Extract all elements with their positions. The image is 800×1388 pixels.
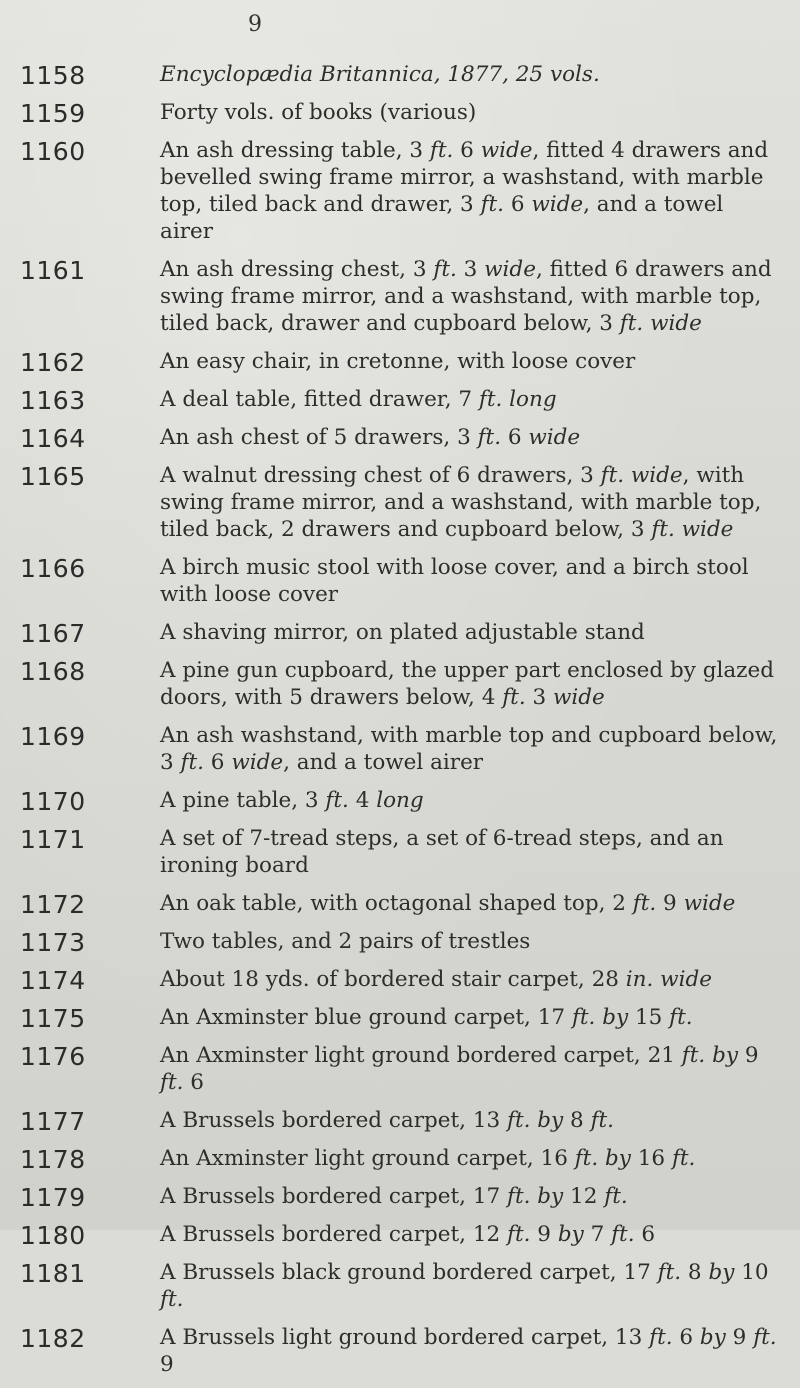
lot-entry <box>0 927 800 955</box>
lot-number: 1179 <box>20 1183 86 1212</box>
description-text: 6 <box>504 192 532 217</box>
lot-number: 1170 <box>20 787 86 816</box>
description-text: 4 <box>348 788 377 813</box>
description-text: ft. <box>590 1108 614 1133</box>
lot-number: 1177 <box>20 1107 86 1136</box>
description-text: An ash dressing table, 3 <box>160 138 430 163</box>
description-text: A shaving mirror, on plated adjustable stand <box>160 620 645 645</box>
lot-entry <box>0 553 800 608</box>
lot-description <box>160 98 780 126</box>
description-text: ft. wide <box>619 311 702 336</box>
lot-entry <box>0 1323 800 1378</box>
lot-number: 1172 <box>20 890 86 919</box>
lot-description <box>160 656 780 711</box>
lot-description <box>160 618 780 646</box>
lot-description <box>160 786 780 814</box>
description-text: , and a towel airer <box>160 192 724 244</box>
lot-entry <box>0 786 800 814</box>
description-text: An easy chair, in cretonne, with loose cover <box>160 349 636 374</box>
description-text: An Axminster light ground bordered carpet, 21 <box>160 1043 682 1068</box>
description-text: 3 <box>456 257 485 282</box>
description-text: A Brussels black ground bordered carpet, 17 <box>160 1260 658 1285</box>
lot-number: 1163 <box>20 386 86 415</box>
description-text: wide <box>528 425 581 450</box>
lot-number: 1159 <box>20 99 86 128</box>
description-text: ft. by <box>574 1146 631 1171</box>
lot-number: 1174 <box>20 966 86 995</box>
description-text: ft. <box>507 1222 531 1247</box>
lot-description <box>160 255 780 337</box>
lot-entry <box>0 347 800 375</box>
description-text: ft. <box>753 1325 777 1350</box>
description-text: ft. <box>657 1260 682 1285</box>
lot-number: 1176 <box>20 1042 86 1071</box>
description-text: ft. <box>160 1070 184 1095</box>
description-text: ft. <box>325 788 349 813</box>
lot-entry <box>0 824 800 879</box>
lot-entry <box>0 385 800 413</box>
lot-entry <box>0 1144 800 1172</box>
description-text: ft. <box>477 425 502 450</box>
description-text: A Brussels bordered carpet, 17 <box>160 1184 508 1209</box>
lot-description <box>160 1182 780 1210</box>
lot-number: 1160 <box>20 137 86 166</box>
lot-description <box>160 423 780 451</box>
description-text: wide <box>484 257 536 282</box>
description-text: An Axminster light ground carpet, 16 <box>160 1146 575 1171</box>
description-text: 3 <box>525 685 554 710</box>
description-text: 9 <box>737 1043 759 1068</box>
description-text: Forty vols. of books (various) <box>160 100 477 125</box>
page-number: 9 <box>248 12 262 37</box>
description-text: 6 <box>501 425 529 450</box>
description-text: wide <box>480 138 533 163</box>
lot-description <box>160 1220 780 1248</box>
description-text: ft. by <box>507 1108 564 1133</box>
description-text: by <box>557 1222 584 1247</box>
lot-number: 1182 <box>20 1324 86 1353</box>
lot-description <box>160 1323 780 1378</box>
description-text: 7 <box>583 1222 612 1247</box>
description-text: 9 <box>160 1352 174 1377</box>
lot-entry <box>0 1106 800 1134</box>
description-text: A pine table, 3 <box>160 788 326 813</box>
lot-number: 1166 <box>20 554 86 583</box>
description-text: by <box>708 1260 735 1285</box>
description-text: ft. <box>502 685 526 710</box>
description-text: Encyclopædia Britannica, 1877, 25 vols. <box>160 62 600 87</box>
description-text: ft. wide <box>600 463 683 488</box>
description-text: An Axminster blue ground carpet, 17 <box>160 1005 572 1030</box>
description-text: A set of 7-tread steps, a set of 6-tread steps, and an ironing board <box>160 826 724 878</box>
lot-entry <box>0 1041 800 1096</box>
description-text: 6 <box>183 1070 204 1095</box>
description-text: An ash washstand, with marble top and cupboard below, 3 <box>160 723 778 775</box>
lot-description <box>160 60 780 88</box>
lot-number: 1175 <box>20 1004 86 1033</box>
description-text: , fitted 4 drawers and bevelled swing frame mirror, a washstand, with marble top, tiled back and drawer, 3 <box>160 138 769 217</box>
lot-number: 1181 <box>20 1259 86 1288</box>
description-text: ft. <box>604 1184 628 1209</box>
description-text: ft. <box>160 1287 184 1312</box>
description-text: ft. <box>632 891 657 916</box>
lot-number: 1168 <box>20 657 86 686</box>
description-text: ft. by <box>681 1043 738 1068</box>
lot-entry <box>0 423 800 451</box>
lot-number: 1161 <box>20 256 86 285</box>
description-text: ft. <box>611 1222 635 1247</box>
description-text: An ash dressing chest, 3 <box>160 257 434 282</box>
description-text: A Brussels light ground bordered carpet, 13 <box>160 1325 650 1350</box>
lot-entry <box>0 1258 800 1313</box>
lot-entry <box>0 656 800 711</box>
lot-entry <box>0 1182 800 1210</box>
lot-description <box>160 927 780 955</box>
lot-description <box>160 1258 780 1313</box>
lot-description <box>160 461 780 543</box>
lot-description <box>160 1041 780 1096</box>
description-text: 6 <box>672 1325 700 1350</box>
lot-number: 1171 <box>20 825 86 854</box>
description-text: 9 <box>725 1325 754 1350</box>
lot-description <box>160 1106 780 1134</box>
lot-description <box>160 553 780 608</box>
description-text: wide <box>553 685 605 710</box>
lot-description <box>160 965 780 993</box>
description-text: , fitted 6 drawers and swing frame mirror, and a washstand, with marble top, tiled back, drawer and cupboard below, 3 <box>160 257 772 336</box>
lot-entry <box>0 721 800 776</box>
description-text: ft. <box>433 257 457 282</box>
lot-description <box>160 721 780 776</box>
description-text: 6 <box>453 138 481 163</box>
description-text: An ash chest of 5 drawers, 3 <box>160 425 478 450</box>
description-text: About 18 yds. of bordered stair carpet, 28 <box>160 967 626 992</box>
description-text: by <box>699 1325 726 1350</box>
description-text: A pine gun cupboard, the upper part enclosed by glazed doors, with 5 drawers below, 4 <box>160 658 774 710</box>
description-text: 8 <box>563 1108 591 1133</box>
description-text: 8 <box>681 1260 709 1285</box>
description-text: ft. <box>669 1005 693 1030</box>
lot-number: 1178 <box>20 1145 86 1174</box>
description-text: ft. by <box>507 1184 564 1209</box>
lot-entry <box>0 136 800 245</box>
lot-entry <box>0 618 800 646</box>
description-text: wide <box>683 891 736 916</box>
description-text: ft. <box>429 138 454 163</box>
description-text: 6 <box>203 750 232 775</box>
lot-number: 1169 <box>20 722 86 751</box>
lot-entry <box>0 98 800 126</box>
lot-description <box>160 1144 780 1172</box>
lot-entry <box>0 255 800 337</box>
lot-entry <box>0 461 800 543</box>
description-text: wide <box>531 192 584 217</box>
lot-description <box>160 385 780 413</box>
description-text: long <box>376 788 424 813</box>
description-text: wide <box>231 750 284 775</box>
lot-entry <box>0 889 800 917</box>
lot-number: 1180 <box>20 1221 86 1250</box>
lot-description <box>160 1003 780 1031</box>
description-text: 12 <box>563 1184 605 1209</box>
lot-number: 1158 <box>20 61 86 90</box>
lot-entry <box>0 60 800 88</box>
description-text: A walnut dressing chest of 6 drawers, 3 <box>160 463 601 488</box>
lot-number: 1165 <box>20 462 86 491</box>
description-text: ft. <box>649 1325 673 1350</box>
description-text: A Brussels bordered carpet, 12 <box>160 1222 508 1247</box>
lot-number: 1164 <box>20 424 86 453</box>
description-text: An oak table, with octagonal shaped top, 2 <box>160 891 633 916</box>
description-text: 15 <box>628 1005 670 1030</box>
description-text: A deal table, fitted drawer, 7 <box>160 387 479 412</box>
lot-description <box>160 136 780 245</box>
lot-description <box>160 824 780 879</box>
description-text: ft. <box>480 192 504 217</box>
description-text: ft. by <box>571 1005 629 1030</box>
description-text: , and a towel airer <box>283 750 484 775</box>
description-text: ft. long <box>478 387 557 412</box>
description-text: 9 <box>530 1222 558 1247</box>
description-text: 10 <box>734 1260 769 1285</box>
description-text: A birch music stool with loose cover, and a birch stool with loose cover <box>160 555 749 607</box>
description-text: A Brussels bordered carpet, 13 <box>160 1108 508 1133</box>
description-text: ft. <box>671 1146 696 1171</box>
lot-number: 1173 <box>20 928 86 957</box>
lot-description <box>160 889 780 917</box>
description-text: in. wide <box>625 967 712 992</box>
lot-entry <box>0 1220 800 1248</box>
lot-number: 1162 <box>20 348 86 377</box>
description-text: 16 <box>630 1146 672 1171</box>
description-text: 9 <box>656 891 684 916</box>
lot-entry <box>0 965 800 993</box>
lot-description <box>160 347 780 375</box>
description-text: ft. wide <box>651 517 734 542</box>
lot-list <box>0 60 800 1388</box>
description-text: 6 <box>634 1222 656 1247</box>
description-text: ft. <box>180 750 204 775</box>
description-text: Two tables, and 2 pairs of trestles <box>160 929 531 954</box>
lot-number: 1167 <box>20 619 86 648</box>
description-text: , with swing frame mirror, and a washstand, with marble top, tiled back, 2 drawers and cupboard below, 3 <box>160 463 762 542</box>
lot-entry <box>0 1003 800 1031</box>
